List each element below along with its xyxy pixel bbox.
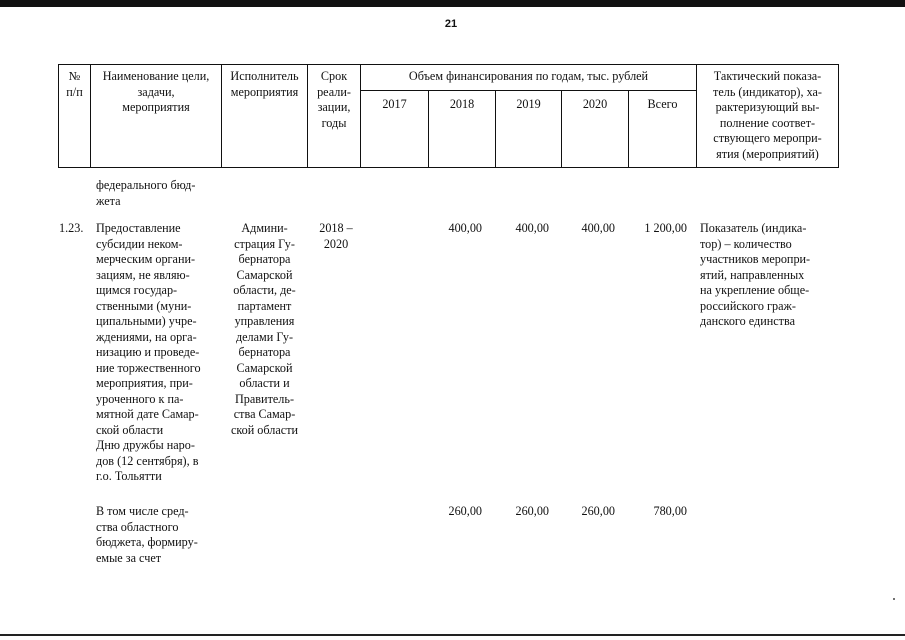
row-goal: Предоставление субсидии неком- мерческим органи- зациям, не являю- щимся государ- ственными (муни- ципальными) учре- ждениями, на орга- низацию и проведе- ние торжественного мероприятия, при- уроченного к па- мятной дате Самар- ской области Дню дружбы наро- дов (12 сентября), в г.о. Тольятти bbox=[96, 221, 201, 483]
row-number: 1.23. bbox=[59, 221, 84, 235]
header-number: № п/п bbox=[66, 69, 83, 99]
col-border bbox=[838, 64, 839, 168]
bottom-border bbox=[0, 634, 905, 636]
row-executor: Админи- страция Гу- бернатора Самарской области, де- партамент управления делами Гу- бернатора Самарской области и Правитель- ства Самар- ской области bbox=[230, 221, 299, 437]
header-term: Срок реали- зации, годы bbox=[317, 69, 351, 130]
row-term: 2018 – 2020 bbox=[319, 221, 353, 251]
subrow-goal: В том числе сред- ства областного бюджета, формиру- емые за счет bbox=[96, 504, 198, 565]
page-number: 21 bbox=[444, 18, 458, 30]
scan-speck bbox=[893, 598, 895, 600]
header-indicator: Тактический показа- тель (индикатор), ха- рактеризующий вы- полнение соответ- ствующего меропри- ятия (мероприятий) bbox=[713, 69, 822, 161]
header-executor: Исполнитель мероприятия bbox=[230, 69, 299, 99]
header-funding: Объем финансирования по годам, тыс. рублей bbox=[408, 69, 649, 83]
subrow-value-2019: 260,00 bbox=[515, 504, 549, 518]
top-border bbox=[0, 0, 905, 7]
header-bottom-rule bbox=[58, 167, 839, 168]
header-year: 2019 bbox=[516, 97, 541, 111]
header-year: 2018 bbox=[449, 97, 475, 111]
header-year: 2020 bbox=[582, 97, 608, 111]
subrow-value-2020: 260,00 bbox=[581, 504, 615, 518]
header-year: 2017 bbox=[382, 97, 407, 111]
continuation-text: федерального бюд- жета bbox=[96, 178, 196, 208]
row-value-2019: 400,00 bbox=[515, 221, 549, 235]
funding-subheader-rule bbox=[360, 90, 696, 91]
subrow-value-2018: 260,00 bbox=[448, 504, 482, 518]
subrow-value-total: 780,00 bbox=[653, 504, 687, 518]
row-value-total: 1 200,00 bbox=[644, 221, 687, 235]
header-goal: Наименование цели, задачи, мероприятия bbox=[102, 69, 210, 114]
header-top-rule bbox=[58, 64, 839, 65]
row-value-2020: 400,00 bbox=[581, 221, 615, 235]
row-value-2018: 400,00 bbox=[448, 221, 482, 235]
header-total: Всего bbox=[647, 97, 678, 111]
row-indicator: Показатель (индика- тор) – количество участников меропри- ятий, направленных на укрепление обще- российского граж- данского единства bbox=[700, 221, 811, 328]
